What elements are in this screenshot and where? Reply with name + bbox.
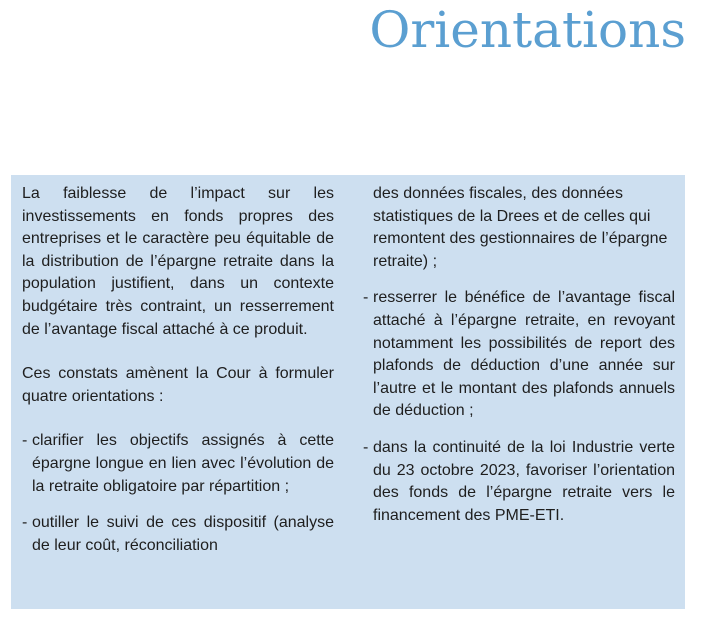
bullet-clarify-objectives: - clarifier les objectifs assignés à cette épargne longue en lien avec l’évolution de la retraite obligatoire par répartition ;	[22, 430, 334, 498]
page-title: Orientations	[369, 1, 686, 59]
right-column	[363, 183, 675, 527]
bullet-tighten-tax-advantage: - resserrer le bénéfice de l’avantage fiscal attaché à l’épargne retraite, en revoyant notamment les possibilités de report des plafonds de déduction d’une année sur l’autre et le montant des plafonds annuels de déduction ;	[363, 287, 675, 423]
orientations-panel	[11, 175, 685, 609]
intro-paragraph: La faiblesse de l’impact sur les investissements en fonds propres des entreprises et le caractère peu équitable de la distribution de l’épargne retraite dans la population justifient, dans un contexte budgétaire très contraint, un resserrement de l’avantage fiscal attaché à ce produit.	[22, 185, 334, 338]
bullet-monitoring-tools: - outiller le suivi de ces dispositif (analyse de leur coût, réconciliation	[22, 512, 334, 557]
lead-paragraph: Ces constats amènent la Cour à formuler quatre orientations :	[22, 365, 334, 405]
left-column	[22, 183, 334, 557]
bullet-monitoring-tools-continuation: des données fiscales, des données statistiques de la Drees et de celles qui remontent des gestionnaires de l’épargne retraite) ;	[373, 185, 668, 270]
bullet-sme-financing: - dans la continuité de la loi Industrie verte du 23 octobre 2023, favoriser l’orientation des fonds de l’épargne retraite vers le financement des PME-ETI.	[363, 437, 675, 527]
